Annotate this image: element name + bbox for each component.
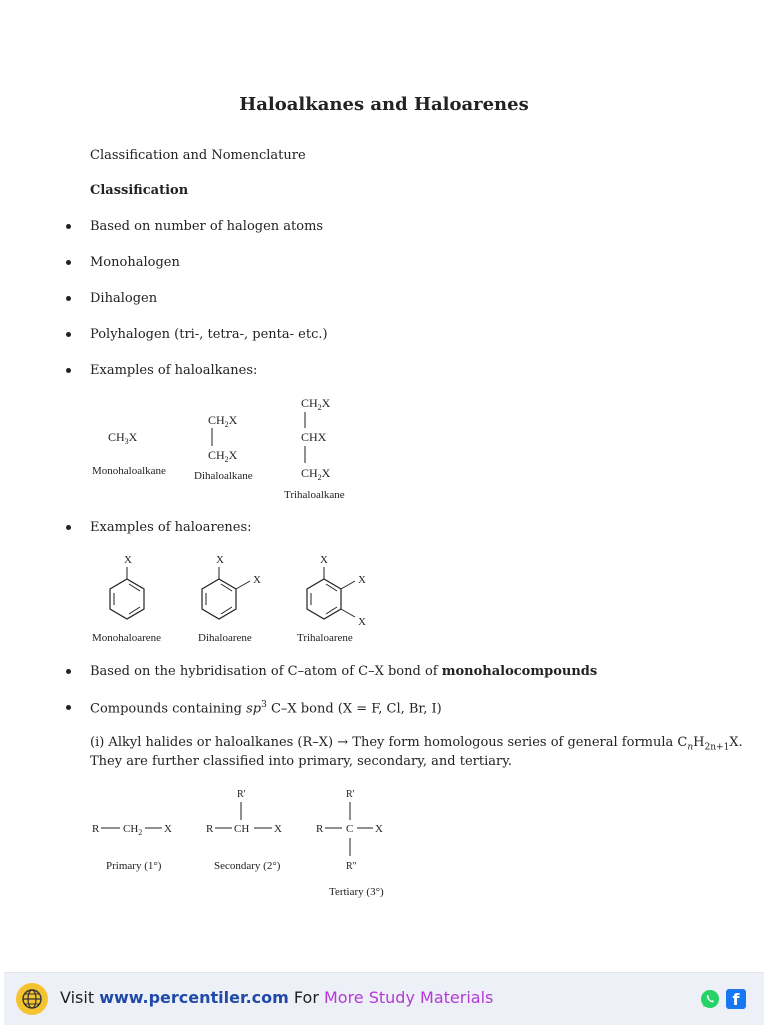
classification-heading: Classification — [90, 183, 189, 198]
svg-text:X: X — [164, 823, 172, 835]
monohaloarene-structure — [92, 554, 161, 644]
bullet-monohalogen: Monohalogen — [90, 255, 180, 270]
svg-text:X: X — [124, 554, 132, 566]
dihaloalkane-label: Dihaloalkane — [194, 470, 253, 482]
svg-text:X: X — [216, 554, 224, 566]
svg-text:X: X — [358, 616, 366, 628]
bullet-dot — [66, 296, 71, 301]
trihaloarene-structure — [297, 554, 366, 644]
svg-text:X: X — [375, 823, 383, 835]
monohaloarene-label: Monohaloarene — [92, 632, 162, 644]
bullet-dihalogen: Dihalogen — [90, 291, 158, 306]
svg-text:R': R' — [237, 789, 246, 800]
secondary-label: Secondary (2°) — [214, 860, 281, 872]
bullet-examples-haloarenes: Examples of haloarenes: — [90, 520, 252, 535]
svg-text:X: X — [253, 574, 261, 586]
svg-text:X: X — [320, 554, 328, 566]
svg-text:X: X — [358, 574, 366, 586]
tertiary-label: Tertiary (3°) — [329, 886, 384, 898]
dihaloarene-label: Dihaloarene — [198, 632, 252, 644]
globe-icon[interactable] — [16, 983, 48, 1015]
svg-text:R: R — [316, 823, 324, 835]
trihaloalkane-label: Trihaloalkane — [284, 489, 345, 501]
haloalkane-structures — [0, 390, 768, 510]
bullet-dot — [66, 525, 71, 530]
haloarene-structures — [0, 548, 768, 648]
svg-text:CH2: $CH_2$ — [123, 823, 143, 837]
bullet-dot — [66, 669, 71, 674]
svg-text:CH2X: $CH_2X$ — [301, 466, 331, 482]
svg-text:R": R" — [346, 861, 357, 872]
svg-text:CH2X: $CH_2X$ — [208, 448, 238, 464]
bullet-dot — [66, 224, 71, 229]
trihaloarene-label: Trihaloarene — [297, 632, 353, 644]
footer-banner — [4, 972, 764, 1025]
svg-text:CH: CH — [234, 823, 250, 835]
bullet-number-of-halogens: Based on number of halogen atoms — [90, 219, 324, 234]
bullet-sp3-compounds: Compounds containing $sp^3$ C–X bond (X = F, Cl, Br, I) — [90, 700, 442, 717]
bullet-dot — [66, 260, 71, 265]
dihaloarene-structure — [198, 554, 261, 644]
footer-text: Visit www.percentiler.com For More Study Materials — [60, 988, 494, 1007]
section-label: Classification and Nomenclature — [90, 148, 306, 163]
svg-text:CHX: CHX — [301, 430, 327, 444]
degree-structures — [0, 782, 768, 902]
svg-text:R: R — [206, 823, 214, 835]
svg-text:R: R — [92, 823, 100, 835]
monohaloalkane-label: Monohaloalkane — [92, 465, 166, 477]
bullet-examples-haloalkanes: Examples of haloalkanes: — [90, 363, 258, 378]
more-study-materials-link[interactable]: More Study Materials — [323, 988, 494, 1007]
bullet-dot — [66, 368, 71, 373]
trihaloalkane-structure — [284, 396, 345, 501]
secondary-structure — [206, 789, 282, 872]
facebook-icon[interactable]: f — [726, 989, 746, 1009]
tertiary-structure — [316, 789, 384, 898]
monohaloalkane-structure — [92, 430, 166, 477]
bullet-polyhalogen: Polyhalogen (tri-, tetra-, penta- etc.) — [90, 327, 328, 342]
page-title: Haloalkanes and Haloarenes — [239, 94, 529, 115]
svg-text:C: C — [346, 823, 354, 835]
primary-structure — [92, 823, 172, 872]
svg-text:CH2X: $CH_2X$ — [208, 413, 238, 429]
bullet-dot — [66, 332, 71, 337]
svg-text:CH2X: $CH_2X$ — [301, 396, 331, 412]
svg-text:CH3X: $CH_3X$ — [108, 430, 138, 446]
bullet-hybridisation: Based on the hybridisation of C–atom of C–X bond of monohalocompounds — [90, 664, 598, 679]
primary-label: Primary (1°) — [106, 860, 162, 872]
svg-text:X: X — [274, 823, 282, 835]
site-link[interactable]: www.percentiler.com — [99, 988, 289, 1007]
whatsapp-icon[interactable] — [700, 989, 720, 1009]
alkyl-halides-line: (i) Alkyl halides or haloalkanes (R–X) → They form homologous series of general formula $C_nH_{2n+1}X$. — [90, 735, 743, 753]
alkyl-classification-line: They are further classified into primary, secondary, and tertiary. — [90, 754, 512, 769]
svg-text:R': R' — [346, 789, 355, 800]
dihaloalkane-structure — [194, 413, 253, 482]
bullet-dot — [66, 705, 71, 710]
